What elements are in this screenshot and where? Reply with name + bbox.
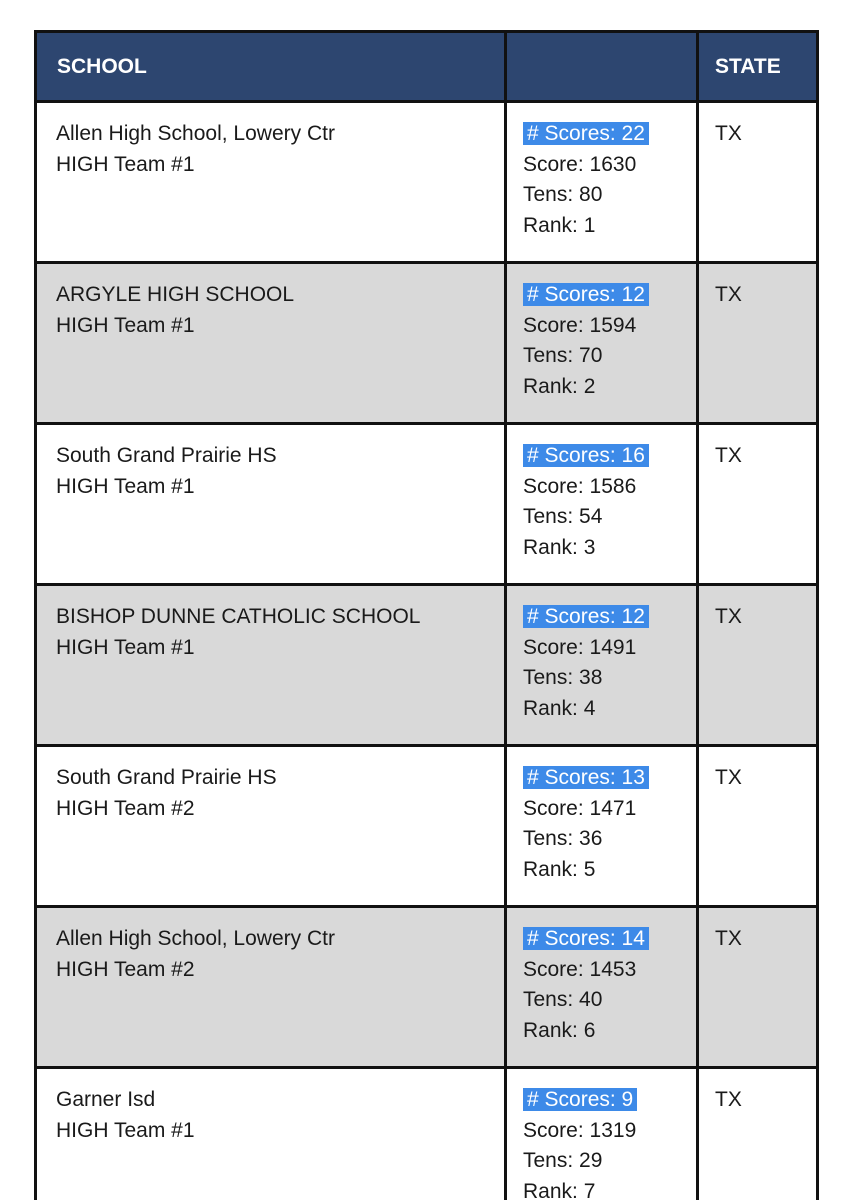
scores-cell [506,907,698,1068]
column-header-state[interactable]: STATE [698,32,818,102]
rank-value: Rank: 1 [523,213,596,237]
tens-value: Tens: 40 [523,988,603,1011]
school-name: South Grand Prairie HS [56,444,277,467]
school-cell [36,263,506,424]
scores-cell [506,263,698,424]
school-name: Allen High School, Lowery Ctr [56,927,335,950]
num-scores-highlight: # Scores: 16 [523,444,649,467]
score-value: Score: 1594 [523,313,637,337]
team-name: HIGH Team #1 [56,152,195,176]
rank-value: Rank: 3 [523,535,596,559]
team-name: HIGH Team #2 [56,796,195,820]
tens-value: Tens: 80 [523,183,603,206]
school-name: Garner Isd [56,1088,156,1111]
column-header-school[interactable]: SCHOOL [36,32,506,102]
num-scores-highlight: # Scores: 12 [523,283,649,306]
school-cell [36,102,506,263]
team-name: HIGH Team #2 [56,957,195,981]
school-name: BISHOP DUNNE CATHOLIC SCHOOL [56,605,421,628]
table-row [36,1068,818,1200]
state-cell: TX [698,585,818,746]
score-value: Score: 1453 [523,957,637,981]
tens-value: Tens: 29 [523,1149,603,1172]
scores-cell [506,1068,698,1200]
state-cell: TX [698,263,818,424]
school-name: Allen High School, Lowery Ctr [56,122,335,145]
table-row [36,585,818,746]
num-scores-highlight: # Scores: 22 [523,122,649,145]
scores-cell [506,102,698,263]
rank-value: Rank: 2 [523,374,596,398]
state-cell: TX [698,102,818,263]
rank-value: Rank: 7 [523,1179,596,1200]
rank-value: Rank: 5 [523,857,596,881]
table-row [36,907,818,1068]
table-row [36,424,818,585]
tens-value: Tens: 36 [523,827,603,850]
num-scores-highlight: # Scores: 14 [523,927,649,950]
school-cell [36,746,506,907]
tens-value: Tens: 54 [523,505,603,528]
team-name: HIGH Team #1 [56,1118,195,1142]
school-cell [36,585,506,746]
school-cell [36,1068,506,1200]
num-scores-highlight: # Scores: 12 [523,605,649,628]
score-value: Score: 1586 [523,474,637,498]
score-value: Score: 1630 [523,152,637,176]
school-cell [36,424,506,585]
state-cell: TX [698,1068,818,1200]
score-value: Score: 1471 [523,796,637,820]
school-cell [36,907,506,1068]
score-value: Score: 1491 [523,635,637,659]
rank-value: Rank: 6 [523,1018,596,1042]
results-table [34,30,819,1200]
column-header-scores[interactable] [506,32,698,102]
school-name: South Grand Prairie HS [56,766,277,789]
school-name: ARGYLE HIGH SCHOOL [56,283,295,306]
state-cell: TX [698,907,818,1068]
num-scores-highlight: # Scores: 9 [523,1088,637,1111]
scores-cell [506,424,698,585]
team-name: HIGH Team #1 [56,313,195,337]
rank-value: Rank: 4 [523,696,596,720]
state-cell: TX [698,746,818,907]
team-name: HIGH Team #1 [56,474,195,498]
table-header-row [36,32,818,102]
state-cell: TX [698,424,818,585]
num-scores-highlight: # Scores: 13 [523,766,649,789]
tens-value: Tens: 38 [523,666,603,689]
tens-value: Tens: 70 [523,344,603,367]
table-row [36,102,818,263]
table-row [36,263,818,424]
table-row [36,746,818,907]
team-name: HIGH Team #1 [56,635,195,659]
scores-cell [506,585,698,746]
scores-cell [506,746,698,907]
score-value: Score: 1319 [523,1118,637,1142]
